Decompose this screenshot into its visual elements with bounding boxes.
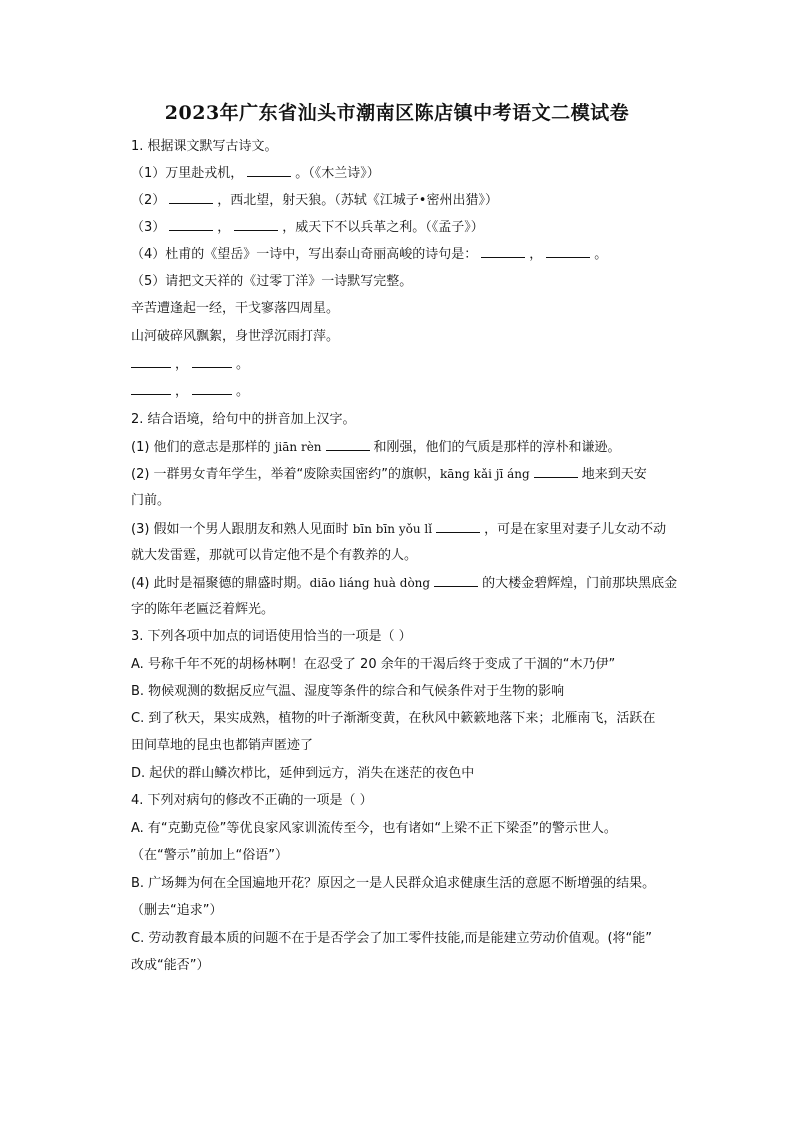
question-1-item-4 <box>131 245 607 265</box>
question-2-item-4 <box>131 573 677 594</box>
text: ， <box>217 220 231 235</box>
text: B. 广场舞为何在全国遍地开花？原因之一是人民群众追求健康生活的意愿不断增强的结果。 <box>131 876 656 891</box>
question-2-item-2-cont <box>131 491 170 511</box>
text: 。 <box>236 384 250 399</box>
question-1-item-5 <box>131 272 412 292</box>
answer-blank[interactable] <box>326 438 370 451</box>
poem-line-1 <box>131 299 339 319</box>
question-1-item-2 <box>131 191 498 211</box>
text: 田间草地的昆虫也都销声匿迹了 <box>131 738 314 753</box>
answer-blank[interactable] <box>481 245 525 258</box>
text: (2) 一群男女青年学生，举着“废除卖国密约”的旗帜， <box>131 467 441 482</box>
question-4-option-b-cont <box>131 901 222 921</box>
text: （5）请把文天祥的《过零丁洋》一诗默写完整。 <box>131 274 413 289</box>
text: （2） <box>131 193 166 208</box>
question-2-item-3-cont <box>131 546 417 566</box>
pinyin: bīn bīn yǒu lǐ <box>352 522 433 536</box>
text: 1. 根据课文默写古诗文。 <box>131 139 278 154</box>
answer-blank[interactable] <box>234 218 278 231</box>
poem-blank-line-1 <box>131 355 249 375</box>
text: （1）万里赴戎机， <box>131 166 244 181</box>
text: C. 到了秋天，果实成熟，植物的叶子渐渐变黄，在秋风中簌簌地落下来；北雁南飞，活跃在 <box>131 711 656 726</box>
text: ， <box>175 357 189 372</box>
text: 地来到天安 <box>581 467 647 482</box>
text: B. 物候观测的数据反应气温、湿度等条件的综合和气候条件对于生物的影响 <box>131 684 565 699</box>
text: ，可是在家里对妻子儿女动不动 <box>484 522 667 537</box>
answer-blank[interactable] <box>192 355 232 368</box>
question-2-item-3 <box>131 519 666 540</box>
answer-blank[interactable] <box>436 520 480 533</box>
text: (4) 此时是福聚德的鼎盛时期。 <box>131 576 310 591</box>
pinyin: diāo liáng huà dòng <box>309 576 431 590</box>
answer-blank[interactable] <box>534 465 578 478</box>
text: 。 <box>594 247 608 262</box>
text: ， <box>175 384 189 399</box>
text: ， <box>529 247 543 262</box>
question-3-option-c-cont <box>131 736 313 756</box>
text: ，威天下不以兵革之利。（《孟子》） <box>282 220 484 235</box>
question-4-option-c-cont <box>131 956 209 976</box>
text: （删去“追求”） <box>131 903 223 918</box>
text: ，西北望，射天狼。（苏轼《江城子•密州出猎》） <box>217 193 498 208</box>
answer-blank[interactable] <box>546 245 590 258</box>
poem-line-2 <box>131 327 339 347</box>
question-3-option-c[interactable] <box>131 709 655 729</box>
question-3-heading <box>131 627 412 647</box>
question-1-item-1 <box>131 164 380 184</box>
question-1-item-3 <box>131 218 484 238</box>
question-4-heading <box>131 791 373 811</box>
text: 山河破碎风飘絮，身世浮沉雨打萍。 <box>131 329 340 344</box>
poem-blank-line-2 <box>131 382 249 402</box>
text: C. 劳动教育最本质的问题不在于是否学会了加工零件技能,而是能建立劳动价值观。(将“能” <box>131 931 653 946</box>
question-3-option-d[interactable] <box>131 764 474 784</box>
question-4-option-b[interactable] <box>131 874 655 894</box>
text: (3) 假如一个男人跟朋友和熟人见面时 <box>131 522 349 537</box>
answer-blank[interactable] <box>169 191 213 204</box>
text: 4. 下列对病句的修改不正确的一项是（ ） <box>131 793 373 808</box>
answer-blank[interactable] <box>192 382 232 395</box>
text: 字的陈年老匾泛着辉光。 <box>131 602 275 617</box>
text: A. 有“克勤克俭”等优良家风家训流传至今，也有诸如“上梁不正下梁歪”的警示世人。 <box>131 821 617 836</box>
question-2-item-4-cont <box>131 600 274 620</box>
question-2-item-1 <box>131 437 621 458</box>
answer-blank[interactable] <box>169 218 213 231</box>
text: （3） <box>131 220 166 235</box>
text: (1) 他们的意志是那样的 <box>131 440 271 455</box>
text: D. 起伏的群山鳞次栉比，延伸到远方，消失在迷茫的夜色中 <box>131 766 475 781</box>
question-4-option-a-cont <box>131 846 288 866</box>
text: 。 <box>236 357 250 372</box>
pinyin: jiān rèn <box>274 440 322 454</box>
text: 辛苦遭逢起一经，干戈寥落四周星。 <box>131 301 340 316</box>
question-2-item-2 <box>131 464 647 485</box>
question-4-option-c[interactable] <box>131 929 652 949</box>
pinyin: kāng kǎi jī áng <box>440 467 530 481</box>
text: （4）杜甫的《望岳》一诗中，写出泰山奇丽高峻的诗句是： <box>131 247 478 262</box>
answer-blank[interactable] <box>131 355 171 368</box>
text: 2. 结合语境，给句中的拼音加上汉字。 <box>131 412 356 427</box>
text: 就大发雷霆，那就可以肯定他不是个有教养的人。 <box>131 548 418 563</box>
text: （在“警示”前加上“俗语”） <box>131 848 288 863</box>
text: 改成“能否”） <box>131 958 210 973</box>
text: 。（《木兰诗》） <box>295 166 380 181</box>
answer-blank[interactable] <box>247 164 291 177</box>
answer-blank[interactable] <box>131 382 171 395</box>
question-2-heading <box>131 410 356 430</box>
question-3-option-a[interactable] <box>131 655 615 675</box>
question-4-option-a[interactable] <box>131 819 617 839</box>
text: A. 号称千年不死的胡杨林啊！在忍受了 20 余年的干渴后终于变成了干涸的“木乃伊” <box>131 657 616 672</box>
question-1-heading <box>131 137 278 157</box>
answer-blank[interactable] <box>434 574 478 587</box>
text: 3. 下列各项中加点的词语使用恰当的一项是（ ） <box>131 629 412 644</box>
question-3-option-b[interactable] <box>131 682 564 702</box>
page-title: 2023年广东省汕头市潮南区陈店镇中考语文二模试卷 <box>164 102 630 124</box>
text: 门前。 <box>131 493 171 508</box>
text: 和刚强，他们的气质是那样的淳朴和谦逊。 <box>373 440 621 455</box>
text: 的大楼金碧辉煌，门前那块黑底金 <box>482 576 678 591</box>
